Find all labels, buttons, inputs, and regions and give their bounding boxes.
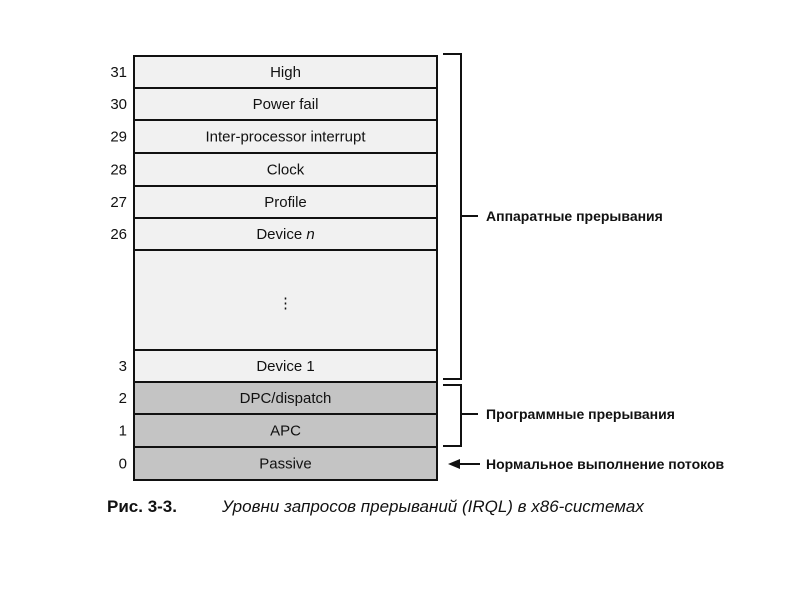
figure-caption-prefix: Рис. 3-3. [107,497,177,516]
irql-level-number: 3 [118,358,127,375]
irql-level-label: Device 1 [256,358,315,375]
irql-level-number: 28 [110,161,127,179]
figure-caption-text: Уровни запросов прерываний (IRQL) в x86-системах [222,497,644,516]
hardware-interrupts-label: Аппаратные прерывания [486,208,663,224]
normal-execution-arrowhead [448,459,460,469]
irql-level-label: High [270,64,301,81]
irql-level-label: APC [270,422,301,440]
irql-level-label: Profile [264,194,307,211]
irql-level-label: DPC/dispatch [239,390,332,407]
irql-level-number: 26 [110,226,127,243]
irql-level-number: 29 [110,128,127,146]
irql-level-number: 1 [118,422,127,440]
irql-level-label: Power fail [252,96,319,113]
irql-level-label: Inter-processor interrupt [205,128,366,146]
irql-level-number: 30 [110,96,127,113]
hardware-bracket [443,54,461,379]
irql-level-number: 2 [118,390,127,407]
irql-level-label: Clock [266,161,305,179]
irql-level-label: Device n [256,226,315,243]
software-bracket [443,385,461,446]
normal-execution-label: Нормальное выполнение потоков [486,456,725,472]
irql-level-number: 31 [110,64,127,81]
irql-level-number: 27 [110,194,127,211]
software-interrupts-label: Программные прерывания [486,406,675,422]
vertical-ellipsis: ⋮ [278,295,293,312]
irql-level-number: 0 [118,455,127,473]
irql-levels-stack [110,56,437,480]
irql-level-label: Passive [259,455,312,473]
